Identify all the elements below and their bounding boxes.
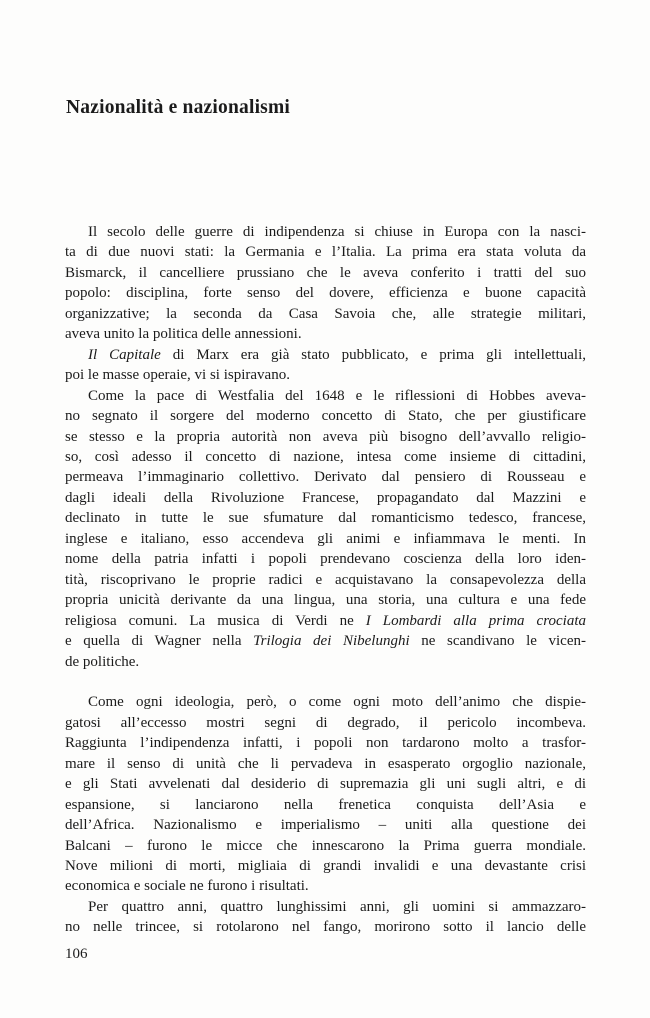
text-line — [65, 692, 586, 712]
text-segment: Bismarck, il cancelliere prussiano che le aveva conferito i tratti del suo — [65, 264, 586, 281]
paragraph — [65, 386, 586, 672]
text-segment: espansione, si lanciarono nella frenetica conquista dell’Asia e — [65, 796, 586, 813]
page-body — [65, 222, 586, 938]
text-line — [65, 897, 586, 917]
text-segment: dell’Africa. Nazionalismo e imperialismo – uniti alla questione dei — [65, 817, 586, 834]
italic-text-segment: Il Capitale — [88, 346, 161, 363]
text-line — [65, 590, 586, 610]
text-line — [65, 304, 586, 324]
text-line — [65, 815, 586, 835]
text-segment: popolo: disciplina, forte senso del dovere, efficienza e buone capacità — [65, 285, 586, 302]
text-segment: mare il senso di unità che li pervadeva in esasperato orgoglio nazionale, — [65, 755, 586, 772]
text-line — [65, 406, 586, 426]
page-title: Nazionalità e nazionalismi — [66, 97, 291, 119]
text-line — [65, 508, 586, 528]
text-line — [65, 345, 586, 365]
page-number: 106 — [65, 946, 88, 962]
text-segment: Per quattro anni, quattro lunghissimi anni, gli uomini si ammazzaro- — [88, 898, 586, 915]
text-segment: Raggiunta l’indipendenza infatti, i popoli non tardarono molto a trasfor- — [65, 735, 586, 752]
text-segment: religiosa comuni. La musica di Verdi ne — [65, 612, 366, 629]
text-line — [65, 386, 586, 406]
text-line — [65, 836, 586, 856]
text-line — [65, 427, 586, 447]
text-line — [65, 447, 586, 467]
text-line — [65, 529, 586, 549]
text-line — [65, 876, 586, 896]
text-line — [65, 570, 586, 590]
text-segment: Il secolo delle guerre di indipendenza si chiuse in Europa con la nasci- — [88, 224, 586, 240]
text-line — [65, 917, 586, 937]
text-segment: gatosi all’eccesso mostri segni di degrado, il pericolo incombeva. — [65, 714, 586, 731]
text-line — [65, 242, 586, 262]
text-line — [65, 283, 586, 303]
text-segment: se stesso e la propria autorità non aveva più bisogno dell’avvallo religio- — [65, 428, 586, 445]
text-segment: e gli Stati avvelenati dal desiderio di supremazia gli uni sugli altri, e di — [65, 776, 586, 793]
text-line — [65, 488, 586, 508]
text-segment: propria unicità derivante da una lingua, una storia, una cultura e una fede — [65, 592, 586, 609]
italic-text-segment: I Lombardi alla prima crociata — [365, 612, 586, 629]
text-segment: no nelle trincee, si rotolarono nel fango, morirono sotto il lancio delle — [65, 919, 586, 936]
text-line — [65, 365, 586, 385]
text-line — [65, 652, 586, 672]
text-line — [65, 263, 586, 283]
text-segment: declinato in tutte le sue sfumature dal romanticismo tedesco, francese, — [65, 510, 586, 527]
text-line — [65, 733, 586, 753]
text-segment: so, così adesso il concetto di nazione, intesa come insieme di cittadini, — [65, 448, 586, 465]
text-line — [65, 631, 586, 651]
text-segment: economica e sociale ne furono i risultati. — [65, 878, 309, 895]
text-segment: Come ogni ideologia, però, o come ogni moto dell’animo che dispie- — [88, 694, 586, 711]
text-line — [65, 713, 586, 733]
text-line — [65, 856, 586, 876]
paragraph — [65, 692, 586, 897]
text-segment: tità, riscoprivano le proprie radici e acquistavano la consapevolezza della — [65, 571, 586, 588]
text-segment: organizzative; la seconda da Casa Savoia che, alle strategie militari, — [65, 305, 586, 322]
paragraph — [65, 897, 586, 938]
text-line — [65, 754, 586, 774]
text-segment: de politiche. — [65, 653, 140, 670]
text-line — [65, 795, 586, 815]
text-segment: no segnato il sorgere del moderno concetto di Stato, che per giustificare — [65, 408, 586, 425]
paragraph — [65, 345, 586, 386]
text-segment: ta di due nuovi stati: la Germania e l’Italia. La prima era stata voluta da — [65, 244, 586, 261]
text-segment: di Marx era già stato pubblicato, e prima gli intellettuali, — [160, 346, 586, 363]
paragraph — [65, 222, 586, 345]
text-line — [65, 324, 586, 344]
italic-text-segment: Trilogia dei Nibelunghi — [253, 633, 410, 650]
text-segment: Nove milioni di morti, migliaia di grandi invalidi e una devastante crisi — [65, 858, 586, 875]
text-segment: Come la pace di Westfalia del 1648 e le riflessioni di Hobbes aveva- — [88, 387, 586, 404]
text-segment: poi le masse operaie, vi si ispiravano. — [65, 367, 290, 384]
text-segment: dagli ideali della Rivoluzione Francese, propagandato dal Mazzini e — [65, 489, 586, 506]
text-line — [65, 549, 586, 569]
text-segment: aveva unito la politica delle annessioni. — [65, 326, 302, 343]
text-segment: inglese e italiano, esso accendeva gli animi e infiammava le menti. In — [65, 530, 586, 547]
text-segment: ne scandivano le vicen- — [409, 633, 586, 650]
text-segment: nome della patria infatti i popoli prendevano coscienza della loro iden- — [65, 551, 586, 568]
text-line — [65, 467, 586, 487]
text-segment: e quella di Wagner nella — [65, 633, 254, 650]
text-line — [65, 222, 586, 242]
text-line — [65, 611, 586, 631]
text-segment: Balcani – furono le micce che innescarono la Prima guerra mondiale. — [65, 837, 586, 854]
text-line — [65, 774, 586, 794]
text-segment: permeava l’immaginario collettivo. Derivato dal pensiero di Rousseau e — [65, 469, 586, 486]
